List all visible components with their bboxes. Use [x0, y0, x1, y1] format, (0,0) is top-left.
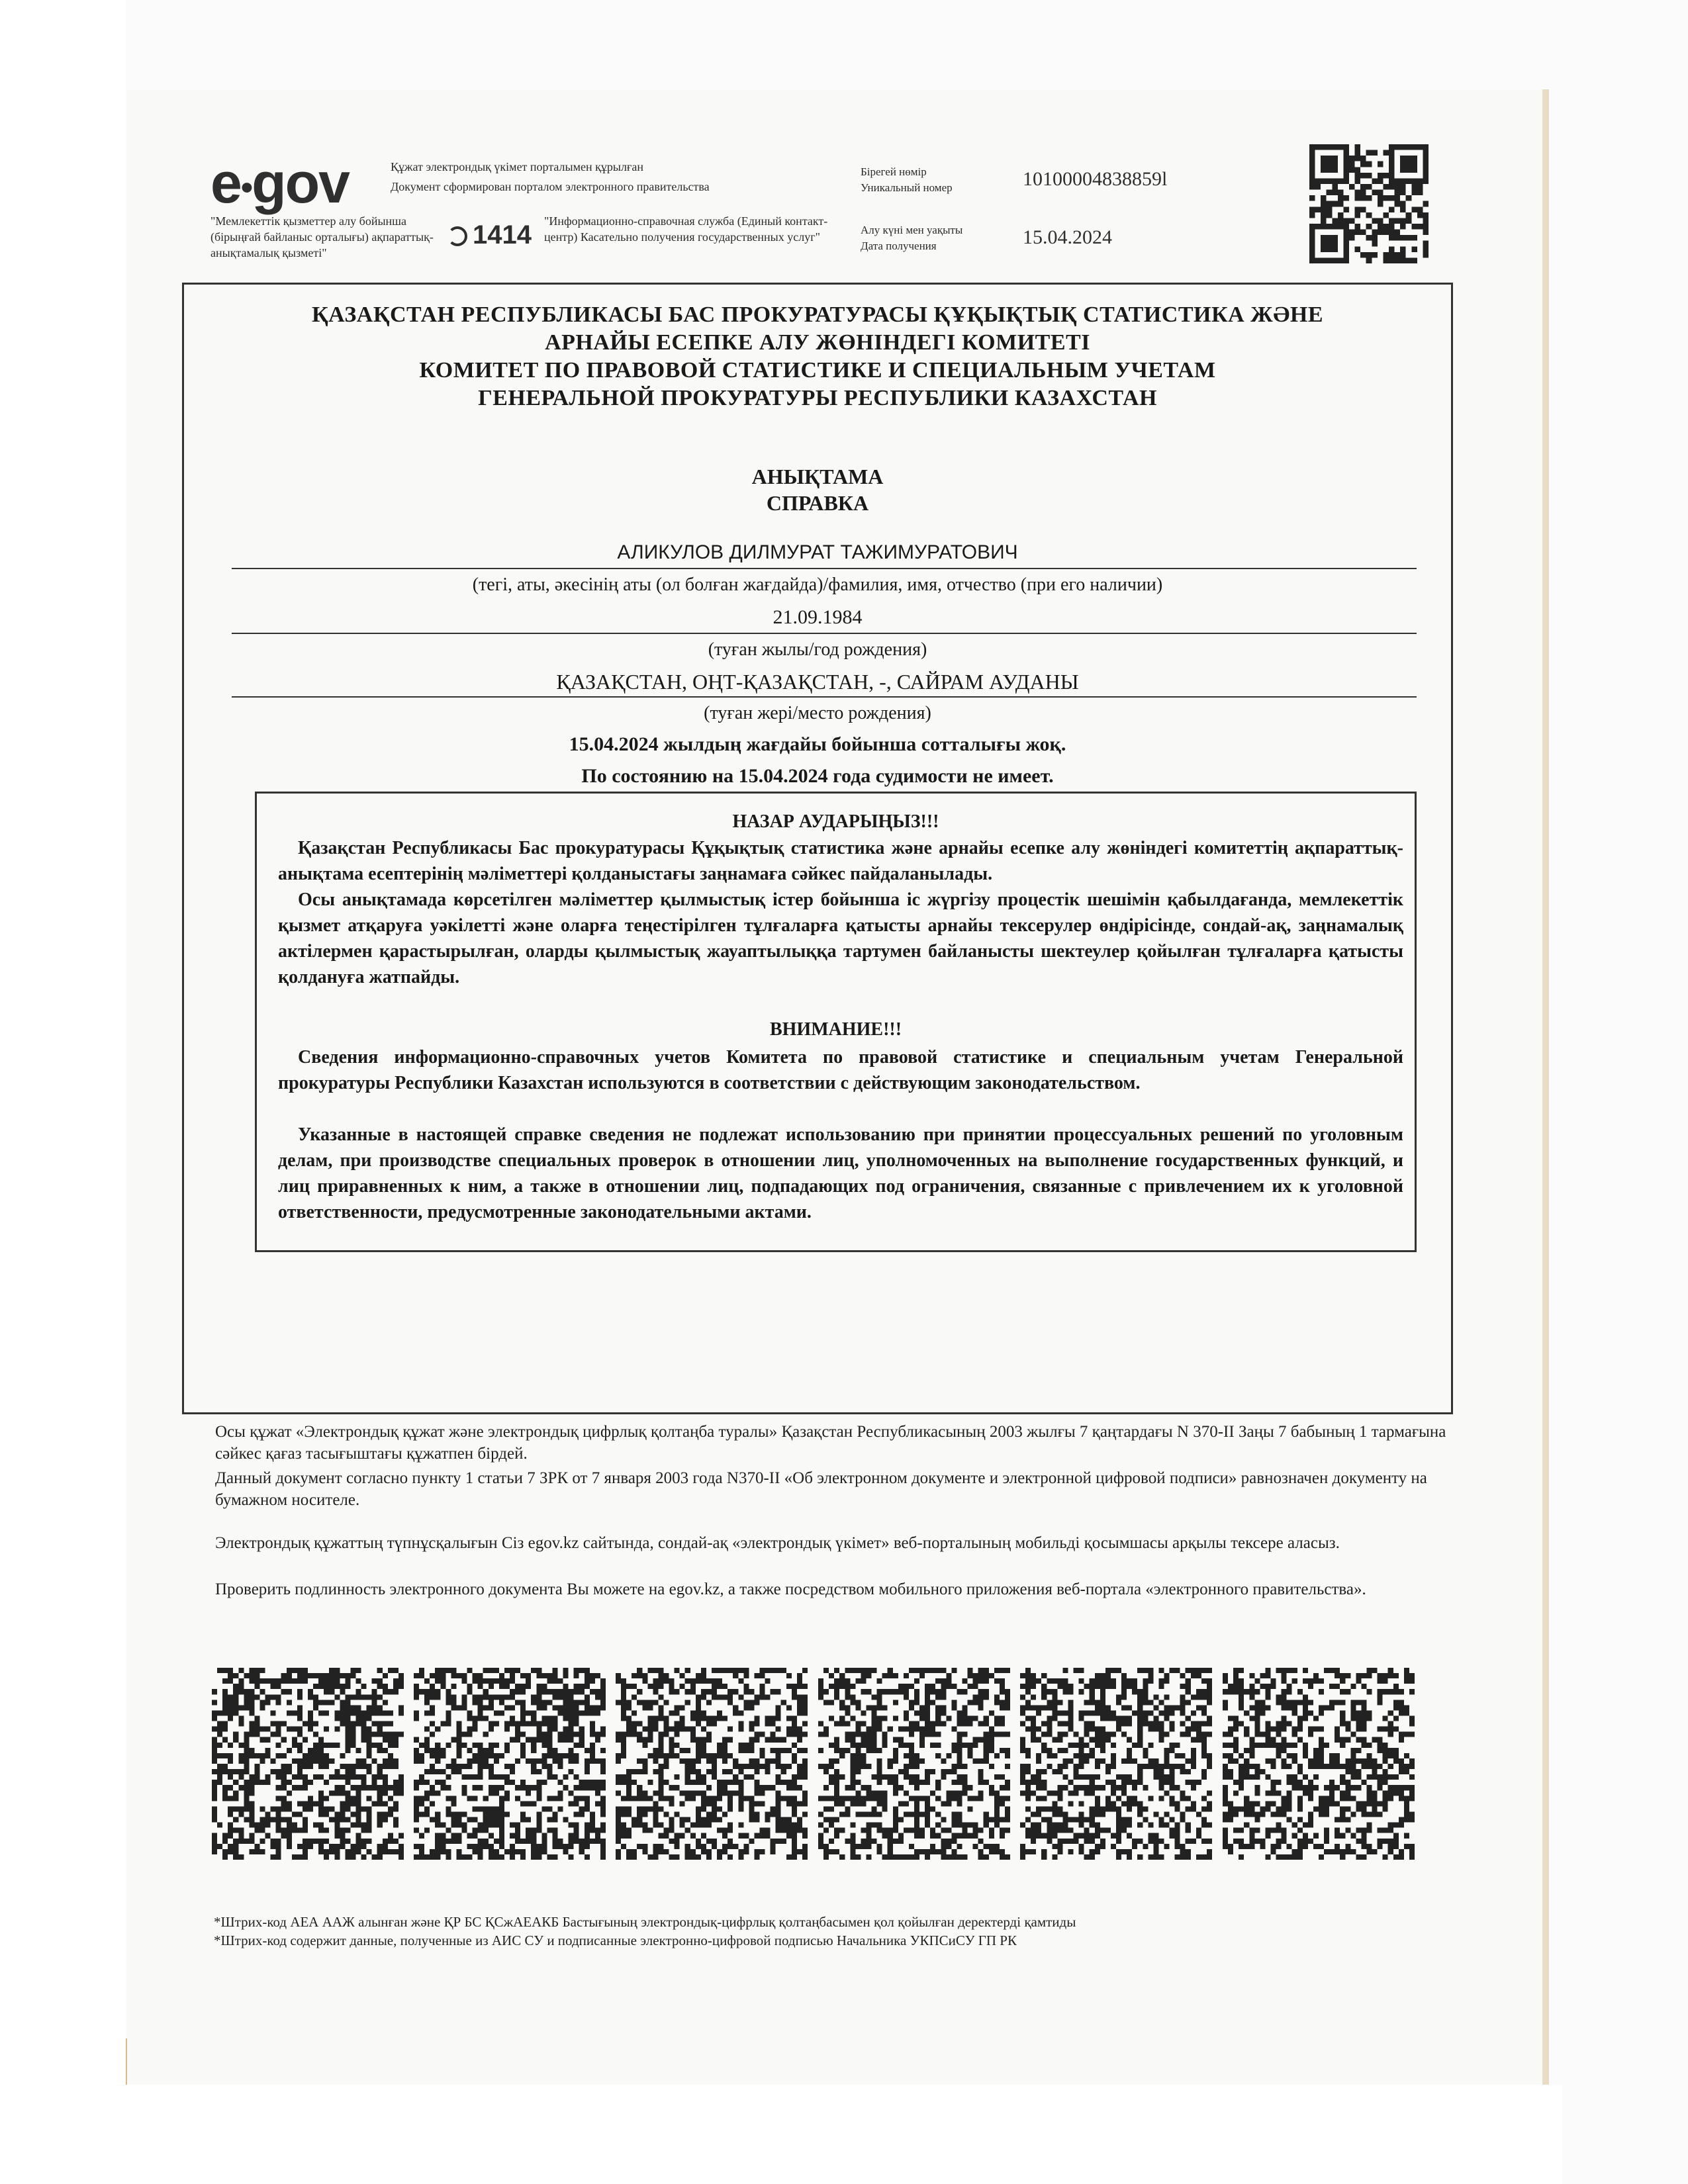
- date-label: [861, 222, 962, 254]
- org-line-4: ГЕНЕРАЛЬНОЙ ПРОКУРАТУРЫ РЕСПУБЛИКИ КАЗАХСТАН: [478, 386, 1157, 410]
- notice-para-1-kz: Қазақстан Республикасы Бас прокуратурасы Құқықтық статистика және арнайы есепке алу жөніндегі комитеттің ақпараттық-анықтама есептерінің мәліметтері қолданыстағы заңнамаға сәйкес пайдаланылады.: [278, 838, 1403, 884]
- logo-tagline: "Мемлекеттік қызметтер алу бойынша (бірыңғай байланыс орталығы) ақпараттық-анықтамалық қызметі": [211, 214, 434, 259]
- qr-code: [1309, 144, 1429, 263]
- name-underline: [232, 568, 1417, 569]
- organization-header: [182, 301, 1453, 412]
- portal-note-ru: Документ сформирован порталом электронного правительства: [391, 180, 710, 193]
- verify-note-kz: Электрондық құжаттың түпнұсқалығын Сіз egov.kz сайтында, сондай-ақ «электрондық үкімет» веб-порталының мобильді қосымшасы арқылы тексере аласыз.: [215, 1534, 1340, 1552]
- phone-number: 1414: [473, 220, 532, 250]
- notice-para-2-kz: Осы анықтамада көрсетілген мәліметтер қылмыстық істер бойынша іс жүргізу процестік шешімін қабылдағанда, мемлекеттік қызмет атқаруға уәкілетті және оларға теңестірілген тұлғаларға қатысты арнайы тексерулер өндірісінде, сондай-ақ, заңнамалық актілермен қарастырылған, оларды қылмыстық жауаптылыққа тартумен байланысты шектеулер қойылған тұлғаларға қатысты қолдануға жатпайды.: [278, 889, 1403, 987]
- paper-edge: [1542, 89, 1549, 2085]
- egov-logo: e•gov: [211, 152, 349, 215]
- portal-note-kz: Құжат электрондық үкімет порталымен құрылған: [391, 160, 643, 173]
- birth-underline: [232, 633, 1417, 634]
- title-kz: АНЫҚТАМА: [751, 465, 884, 488]
- barcode-block-1: [212, 1668, 404, 1860]
- person-name: АЛИКУЛОВ ДИЛМУРАТ ТАЖИМУРАТОВИЧ: [617, 541, 1018, 563]
- phone-icon: [447, 226, 467, 246]
- place-underline: [232, 696, 1417, 698]
- date-label-kz: Алу күні мен уақыты: [861, 224, 963, 236]
- barcode-note-kz: *Штрих-код АЕА ААЖ алынған және ҚР БС ҚСжАЕАКБ Бастығының электрондық-цифрлық қолтаңбасымен қол қойылған деректерді қамтиды: [214, 1914, 1076, 1930]
- unique-label-ru: Уникальный номер: [861, 181, 953, 194]
- contact-phone: [447, 220, 532, 250]
- birth-place: ҚАЗАҚСТАН, ОҢТ-ҚАЗАҚСТАН, -, САЙРАМ АУДАНЫ: [556, 670, 1079, 694]
- name-caption: (тегі, аты, әкесінің аты (ол болған жағдайда)/фамилия, имя, отчество (при его наличии): [472, 574, 1163, 595]
- date-value: 15.04.2024: [1023, 226, 1112, 248]
- birth-caption: (туған жылы/год рождения): [708, 639, 927, 660]
- law-note-kz: Осы құжат «Электрондық құжат және электрондық цифрлық қолтаңба туралы» Қазақстан Республикасының 2003 жылғы 7 қаңтардағы N 370-II Заңы 7 бабының 1 тармағына сәйкес қағаз тасығыштағы құжатпен бірдей.: [215, 1423, 1446, 1463]
- barcode-block-3: [616, 1668, 808, 1860]
- unique-number-value: 10100004838859l: [1023, 168, 1168, 190]
- birth-date: 21.09.1984: [773, 606, 863, 628]
- org-line-2: АРНАЙЫ ЕСЕПКЕ АЛУ ЖӨНІНДЕГІ КОМИТЕТІ: [545, 330, 1090, 355]
- org-line-3: КОМИТЕТ ПО ПРАВОВОЙ СТАТИСТИКЕ И СПЕЦИАЛЬНЫМ УЧЕТАМ: [419, 358, 1216, 383]
- title-ru: СПРАВКА: [766, 491, 869, 515]
- barcode-block-4: [818, 1668, 1010, 1860]
- notice-para-1-ru: Сведения информационно-справочных учетов Комитета по правовой статистике и специальным учетам Генеральной прокуратуры Республики Казахстан используются в соответствии с действующим законодательством.: [278, 1047, 1403, 1093]
- date-label-ru: Дата получения: [861, 240, 937, 252]
- barcode-note-ru: *Штрих-код содержит данные, полученные из АИС СУ и подписанные электронно-цифровой подписью Начальника УКПСиСУ ГП РК: [214, 1933, 1017, 1948]
- status-kz: 15.04.2024 жылдың жағдайы бойынша сотталығы жоқ.: [569, 733, 1066, 755]
- scan-margin-bottom: [126, 2085, 1562, 2184]
- barcode-block-6: [1223, 1668, 1415, 1860]
- contact-note: "Информационно-справочная служба (Единый контакт-центр) Касательно получения государственных услуг": [544, 214, 828, 244]
- barcode-block-2: [414, 1668, 606, 1860]
- place-caption: (туған жері/место рождения): [704, 703, 931, 723]
- portal-note: [391, 159, 710, 195]
- scan-margin: [0, 0, 126, 2184]
- verify-note-ru: Проверить подлинность электронного документа Вы можете на egov.kz, а также посредством мобильного приложения веб-портала «электронного правительства».: [215, 1580, 1366, 1598]
- unique-number-label: [861, 164, 953, 196]
- law-note-ru: Данный документ согласно пункту 1 статьи 7 ЗРК от 7 января 2003 года N370-II «Об электронном документе и электронной цифровой подписи» равнозначен документу на бумажном носителе.: [215, 1469, 1427, 1509]
- unique-label-kz: Бірегей нөмір: [861, 165, 927, 178]
- document-title: [182, 463, 1453, 516]
- org-line-1: ҚАЗАҚСТАН РЕСПУБЛИКАСЫ БАС ПРОКУРАТУРАСЫ ҚҰҚЫҚТЫҚ СТАТИСТИКА ЖӘНЕ: [311, 302, 1324, 327]
- notice-para-2-ru: Указанные в настоящей справке сведения не подлежат использованию при принятии процессуальных решений по уголовным делам, при производстве специальных проверок в отношении лиц, уполномоченных на выполнение государственных функций, и лиц приравненных к ним, а также в отношении лиц, подпадающих под ограничения, связанные с привлечением их к уголовной ответственности, предусмотренные законодательными актами.: [278, 1124, 1403, 1222]
- notice-title-kz: НАЗАР АУДАРЫҢЫЗ!!!: [732, 811, 939, 832]
- status-ru: По состоянию на 15.04.2024 года судимости не имеет.: [581, 765, 1054, 787]
- notice-title-ru: ВНИМАНИЕ!!!: [769, 1019, 902, 1040]
- barcode-block-5: [1020, 1668, 1212, 1860]
